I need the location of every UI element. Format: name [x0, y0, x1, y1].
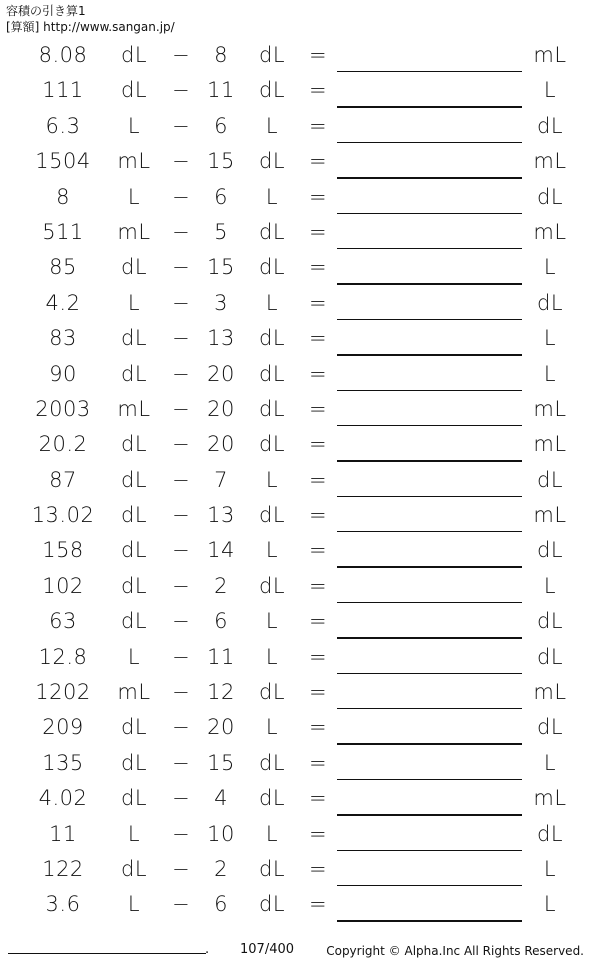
subtrahend-value: 6: [214, 184, 228, 209]
equals-sign: =: [308, 503, 328, 528]
answer-blank-line[interactable]: [337, 319, 522, 320]
minuend-unit: dL: [120, 856, 148, 881]
result-unit: mL: [533, 786, 567, 811]
worksheet-source: [算額] http://www.sangan.jp/: [6, 20, 175, 34]
answer-blank-line[interactable]: [337, 531, 522, 532]
answer-blank-line[interactable]: [337, 425, 522, 426]
minuend-unit: dL: [120, 255, 148, 280]
subtrahend-unit: dL: [258, 361, 286, 386]
result-unit: L: [543, 78, 557, 103]
subtrahend-unit: dL: [258, 750, 286, 775]
problem-row: [0, 392, 600, 427]
subtrahend-unit: dL: [258, 786, 286, 811]
minuend-value: 1504: [35, 149, 91, 174]
minuend-value: 85: [49, 255, 77, 280]
answer-blank-line[interactable]: [337, 920, 522, 921]
minuend-unit: dL: [120, 786, 148, 811]
minus-sign: −: [171, 219, 191, 244]
subtrahend-unit: dL: [258, 680, 286, 705]
minuend-value: 122: [42, 856, 84, 881]
answer-blank-line[interactable]: [337, 743, 522, 744]
answer-blank-line[interactable]: [337, 637, 522, 638]
minuend-value: 4.2: [45, 290, 81, 315]
minuend-unit: L: [127, 113, 141, 138]
result-unit: dL: [536, 467, 564, 492]
result-unit: mL: [533, 396, 567, 421]
footer-dot: .: [205, 942, 210, 957]
problem-row: [0, 286, 600, 321]
answer-blank-line[interactable]: [337, 850, 522, 851]
subtrahend-value: 11: [207, 644, 235, 669]
subtrahend-unit: L: [265, 538, 279, 563]
equals-sign: =: [308, 396, 328, 421]
result-unit: dL: [536, 609, 564, 634]
answer-blank-line[interactable]: [337, 460, 522, 461]
problem-row: [0, 675, 600, 710]
answer-blank-line[interactable]: [337, 708, 522, 709]
name-underline: [8, 953, 206, 954]
problem-row: [0, 321, 600, 356]
result-unit: mL: [533, 432, 567, 457]
answer-blank-line[interactable]: [337, 673, 522, 674]
minuend-unit: mL: [117, 219, 151, 244]
answer-blank-line[interactable]: [337, 106, 522, 107]
equals-sign: =: [308, 644, 328, 669]
problem-row: [0, 569, 600, 604]
result-unit: mL: [533, 219, 567, 244]
minus-sign: −: [171, 715, 191, 740]
minus-sign: −: [171, 255, 191, 280]
subtrahend-unit: dL: [258, 432, 286, 457]
subtrahend-unit: L: [265, 609, 279, 634]
subtrahend-value: 12: [207, 680, 235, 705]
answer-blank-line[interactable]: [337, 779, 522, 780]
minuend-unit: mL: [117, 149, 151, 174]
result-unit: L: [543, 856, 557, 881]
minuend-unit: dL: [120, 538, 148, 563]
minuend-unit: dL: [120, 750, 148, 775]
equals-sign: =: [308, 821, 328, 846]
subtrahend-unit: dL: [258, 78, 286, 103]
minuend-value: 2003: [35, 396, 91, 421]
subtrahend-value: 6: [214, 113, 228, 138]
equals-sign: =: [308, 538, 328, 563]
minus-sign: −: [171, 503, 191, 528]
result-unit: dL: [536, 821, 564, 846]
minuend-value: 87: [49, 467, 77, 492]
problem-row: [0, 463, 600, 498]
equals-sign: =: [308, 856, 328, 881]
equals-sign: =: [308, 786, 328, 811]
subtrahend-value: 20: [207, 715, 235, 740]
subtrahend-value: 10: [207, 821, 235, 846]
minus-sign: −: [171, 361, 191, 386]
result-unit: L: [543, 326, 557, 351]
minuend-unit: dL: [120, 503, 148, 528]
equals-sign: =: [308, 680, 328, 705]
minuend-unit: mL: [117, 396, 151, 421]
minus-sign: −: [171, 113, 191, 138]
minuend-value: 135: [42, 750, 84, 775]
problem-row: [0, 250, 600, 285]
minus-sign: −: [171, 396, 191, 421]
minuend-unit: L: [127, 290, 141, 315]
subtrahend-value: 20: [207, 396, 235, 421]
result-unit: mL: [533, 43, 567, 67]
result-unit: L: [543, 573, 557, 598]
minuend-value: 90: [49, 361, 77, 386]
minuend-unit: L: [127, 644, 141, 669]
subtrahend-unit: L: [265, 821, 279, 846]
subtrahend-unit: dL: [258, 892, 286, 917]
problem-row: [0, 746, 600, 781]
subtrahend-unit: L: [265, 184, 279, 209]
result-unit: mL: [533, 503, 567, 528]
minuend-value: 158: [42, 538, 84, 563]
minus-sign: −: [171, 467, 191, 492]
subtrahend-unit: L: [265, 644, 279, 669]
result-unit: L: [543, 361, 557, 386]
problem-row: [0, 604, 600, 639]
minus-sign: −: [171, 43, 191, 67]
equals-sign: =: [308, 255, 328, 280]
equals-sign: =: [308, 892, 328, 917]
subtrahend-value: 3: [214, 290, 228, 315]
result-unit: L: [543, 255, 557, 280]
minuend-value: 8.08: [38, 43, 88, 67]
minuend-unit: dL: [120, 326, 148, 351]
problem-row: [0, 887, 600, 922]
minuend-unit: dL: [120, 43, 148, 67]
equals-sign: =: [308, 290, 328, 315]
subtrahend-value: 6: [214, 609, 228, 634]
minuend-value: 8: [56, 184, 70, 209]
subtrahend-unit: dL: [258, 219, 286, 244]
subtrahend-unit: L: [265, 290, 279, 315]
answer-blank-line[interactable]: [337, 283, 522, 284]
subtrahend-unit: dL: [258, 149, 286, 174]
answer-blank-line[interactable]: [337, 496, 522, 497]
problem-row: [0, 73, 600, 108]
answer-blank-line[interactable]: [337, 213, 522, 214]
minuend-value: 11: [49, 821, 77, 846]
subtrahend-value: 7: [214, 467, 228, 492]
problem-row: [0, 215, 600, 250]
minuend-unit: L: [127, 184, 141, 209]
subtrahend-value: 2: [214, 573, 228, 598]
minuend-value: 12.8: [38, 644, 88, 669]
minus-sign: −: [171, 290, 191, 315]
equals-sign: =: [308, 467, 328, 492]
worksheet-title: 容積の引き算1: [6, 4, 86, 18]
minuend-value: 20.2: [38, 432, 88, 457]
subtrahend-unit: L: [265, 113, 279, 138]
minuend-unit: L: [127, 892, 141, 917]
subtrahend-unit: dL: [258, 573, 286, 598]
problem-row: [0, 781, 600, 816]
problem-row: [0, 180, 600, 215]
subtrahend-value: 8: [214, 43, 228, 67]
answer-blank-line[interactable]: [337, 602, 522, 603]
minuend-unit: dL: [120, 573, 148, 598]
subtrahend-value: 6: [214, 892, 228, 917]
minuend-value: 511: [42, 219, 84, 244]
minuend-unit: dL: [120, 467, 148, 492]
minuend-value: 1202: [35, 680, 91, 705]
problem-row: [0, 817, 600, 852]
subtrahend-value: 15: [207, 255, 235, 280]
minus-sign: −: [171, 326, 191, 351]
subtrahend-unit: dL: [258, 255, 286, 280]
subtrahend-unit: dL: [258, 326, 286, 351]
equals-sign: =: [308, 715, 328, 740]
minuend-value: 102: [42, 573, 84, 598]
minuend-value: 111: [42, 78, 84, 103]
result-unit: dL: [536, 644, 564, 669]
problem-row: [0, 427, 600, 462]
minus-sign: −: [171, 892, 191, 917]
minus-sign: −: [171, 78, 191, 103]
result-unit: dL: [536, 184, 564, 209]
equals-sign: =: [308, 219, 328, 244]
result-unit: dL: [536, 715, 564, 740]
minuend-value: 83: [49, 326, 77, 351]
subtrahend-value: 2: [214, 856, 228, 881]
minuend-unit: L: [127, 821, 141, 846]
subtrahend-unit: dL: [258, 396, 286, 421]
minus-sign: −: [171, 680, 191, 705]
equals-sign: =: [308, 78, 328, 103]
result-unit: mL: [533, 680, 567, 705]
result-unit: dL: [536, 290, 564, 315]
subtrahend-unit: L: [265, 715, 279, 740]
problem-row: [0, 38, 600, 73]
equals-sign: =: [308, 326, 328, 351]
page-number: 107/400: [240, 942, 295, 957]
minus-sign: −: [171, 856, 191, 881]
result-unit: dL: [536, 538, 564, 563]
minuend-value: 209: [42, 715, 84, 740]
equals-sign: =: [308, 609, 328, 634]
minus-sign: −: [171, 609, 191, 634]
subtrahend-unit: dL: [258, 503, 286, 528]
answer-blank-line[interactable]: [337, 142, 522, 143]
minuend-unit: dL: [120, 609, 148, 634]
minus-sign: −: [171, 644, 191, 669]
problem-row: [0, 852, 600, 887]
subtrahend-value: 13: [207, 326, 235, 351]
problem-row: [0, 144, 600, 179]
minus-sign: −: [171, 538, 191, 563]
equals-sign: =: [308, 361, 328, 386]
subtrahend-value: 15: [207, 149, 235, 174]
problem-row: [0, 498, 600, 533]
minuend-unit: dL: [120, 361, 148, 386]
problem-row: [0, 357, 600, 392]
subtrahend-value: 20: [207, 432, 235, 457]
subtrahend-value: 20: [207, 361, 235, 386]
minus-sign: −: [171, 184, 191, 209]
subtrahend-value: 15: [207, 750, 235, 775]
answer-blank-line[interactable]: [337, 814, 522, 815]
minus-sign: −: [171, 750, 191, 775]
result-unit: L: [543, 892, 557, 917]
problem-row: [0, 533, 600, 568]
minus-sign: −: [171, 432, 191, 457]
equals-sign: =: [308, 43, 328, 67]
minus-sign: −: [171, 821, 191, 846]
problem-row: [0, 640, 600, 675]
answer-blank-line[interactable]: [337, 390, 522, 391]
problem-row: [0, 710, 600, 745]
minuend-value: 6.3: [45, 113, 81, 138]
answer-blank-line[interactable]: [337, 71, 522, 72]
subtrahend-value: 13: [207, 503, 235, 528]
minus-sign: −: [171, 573, 191, 598]
subtrahend-value: 4: [214, 786, 228, 811]
minus-sign: −: [171, 786, 191, 811]
problem-list: [0, 38, 600, 923]
equals-sign: =: [308, 184, 328, 209]
result-unit: mL: [533, 149, 567, 174]
equals-sign: =: [308, 113, 328, 138]
minuend-unit: mL: [117, 680, 151, 705]
minuend-value: 63: [49, 609, 77, 634]
subtrahend-value: 14: [207, 538, 235, 563]
minus-sign: −: [171, 149, 191, 174]
answer-blank-line[interactable]: [337, 248, 522, 249]
answer-blank-line[interactable]: [337, 566, 522, 567]
answer-blank-line[interactable]: [337, 354, 522, 355]
copyright-notice: Copyright © Alpha.Inc All Rights Reserved.: [326, 944, 584, 958]
minuend-unit: dL: [120, 432, 148, 457]
answer-blank-line[interactable]: [337, 177, 522, 178]
result-unit: L: [543, 750, 557, 775]
minuend-unit: dL: [120, 78, 148, 103]
subtrahend-value: 11: [207, 78, 235, 103]
equals-sign: =: [308, 573, 328, 598]
equals-sign: =: [308, 432, 328, 457]
minuend-value: 3.6: [45, 892, 81, 917]
subtrahend-unit: dL: [258, 856, 286, 881]
subtrahend-value: 5: [214, 219, 228, 244]
minuend-value: 13.02: [31, 503, 95, 528]
equals-sign: =: [308, 149, 328, 174]
subtrahend-unit: L: [265, 467, 279, 492]
subtrahend-unit: dL: [258, 43, 286, 67]
minuend-unit: dL: [120, 715, 148, 740]
answer-blank-line[interactable]: [337, 885, 522, 886]
minuend-value: 4.02: [38, 786, 88, 811]
problem-row: [0, 109, 600, 144]
result-unit: dL: [536, 113, 564, 138]
equals-sign: =: [308, 750, 328, 775]
